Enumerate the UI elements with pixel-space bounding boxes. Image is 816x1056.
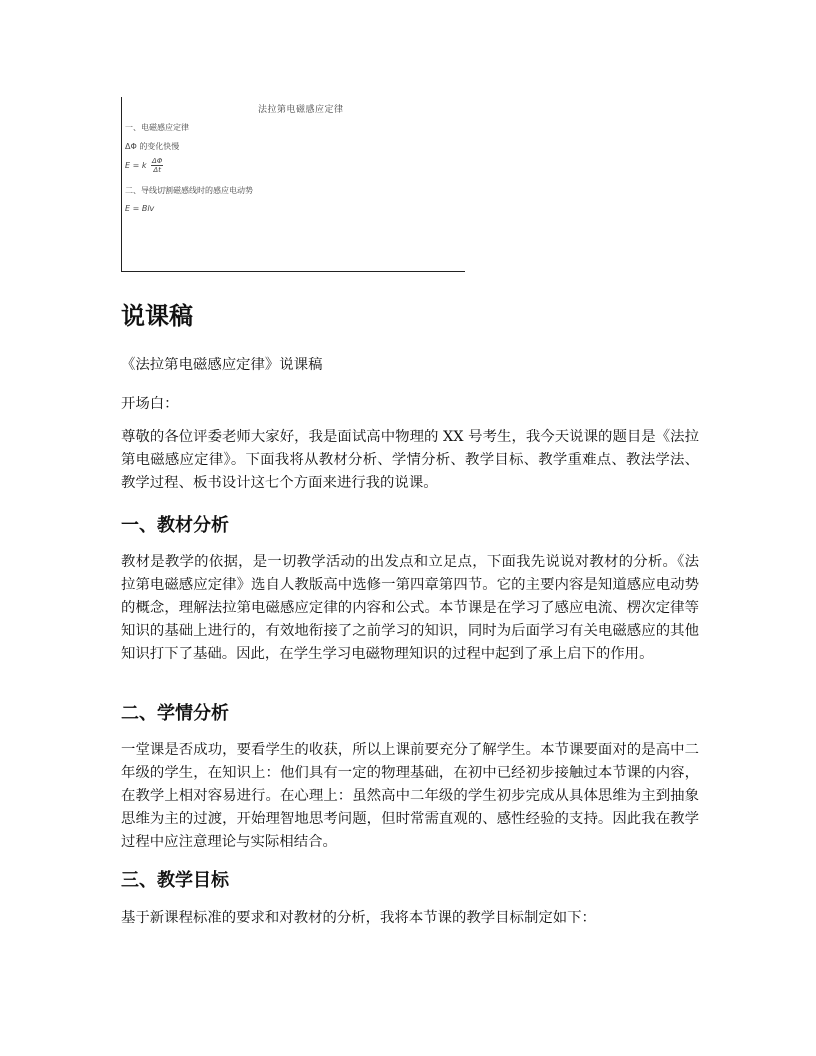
section-heading-teaching-objectives: 三、教学目标 xyxy=(121,870,229,891)
board-line-law: 一、电磁感应定律 xyxy=(125,123,189,132)
section-heading-textbook-analysis: 一、教材分析 xyxy=(121,515,229,536)
section-heading-student-analysis: 二、学情分析 xyxy=(121,703,229,724)
blackboard-design-image xyxy=(121,97,465,272)
section-text-textbook-analysis: 教材是教学的依据，是一切教学活动的出发点和立足点，下面我先说说对教材的分析。《法拉第电磁感应定律》选自人教版高中选修一第四章第四节。它的主要内容是知道感应电动势的概念，理解法拉第电磁感应定律的内容和公式。本节课是在学习了感应电流、楞次定律等知识的基础上进行的，有效地衔接了之前学习的知识，同时为后面学习有关电磁感应的其他知识打下了基础。因此，在学生学习电磁物理知识的过程中起到了承上启下的作用。 xyxy=(121,554,699,662)
opening-label: 开场白： xyxy=(121,396,179,412)
opening-paragraph: 尊敬的各位评委老师大家好，我是面试高中物理的 XX 号考生，我今天说课的题目是《法拉第电磁感应定律》。下面我将从教材分析、学情分析、教学目标、教学重难点、教法学法、教学过程、板书设计这七个方面来进行我的说课。 xyxy=(121,429,699,491)
document-title: 说课稿 xyxy=(121,302,193,330)
formula-denominator: Δt xyxy=(153,166,161,174)
board-title: 法拉第电磁感应定律 xyxy=(258,105,344,115)
board-line-formula-blv: E = Blv xyxy=(125,204,155,213)
lecture-subtitle: 《法拉第电磁感应定律》说课稿 xyxy=(121,357,323,373)
board-line-flux-change: ΔΦ 的变化快慢 xyxy=(125,142,180,151)
formula-numerator: ΔΦ xyxy=(152,157,163,165)
formula-fraction xyxy=(151,157,163,174)
board-line-wire-cutting: 二、导线切割磁感线时的感应电动势 xyxy=(125,186,253,195)
section-text-student-analysis: 一堂课是否成功，要看学生的收获，所以上课前要充分了解学生。本节课要面对的是高中二年级的学生，在知识上：他们具有一定的物理基础，在初中已经初步接触过本节课的内容，在教学上相对容易进行。在心理上：虽然高中二年级的学生初步完成从具体思维为主到抽象思维为主的过渡，开始理智地思考问题，但时常需直观的、感性经验的支持。因此我在教学过程中应注意理论与实际相结合。 xyxy=(121,742,699,850)
board-line-formula xyxy=(125,157,163,174)
section-text-teaching-objectives: 基于新课程标准的要求和对教材的分析，我将本节课的教学目标制定如下： xyxy=(121,910,596,926)
formula-lhs: E = k xyxy=(125,161,147,170)
